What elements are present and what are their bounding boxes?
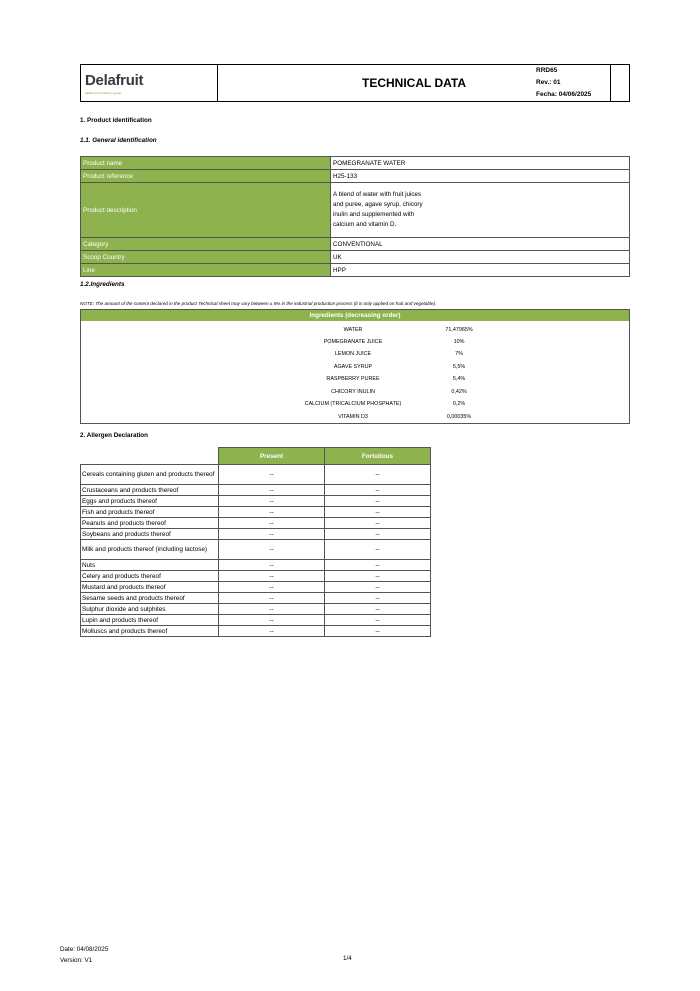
field-value: POMEGRANATE WATER bbox=[331, 157, 630, 170]
field-value: HPP bbox=[331, 264, 630, 277]
document-revision: Rev.: 01 bbox=[536, 79, 561, 87]
ingredient-value: 7% bbox=[455, 351, 463, 357]
allergen-row bbox=[81, 485, 431, 496]
allergen-present: -- bbox=[219, 593, 325, 604]
general-identification-table bbox=[80, 156, 630, 277]
field-label: Category bbox=[81, 238, 331, 251]
allergen-row bbox=[81, 507, 431, 518]
logo-wordmark: Delafruit bbox=[85, 72, 144, 89]
allergen-row bbox=[81, 496, 431, 507]
allergen-header-row bbox=[81, 448, 431, 465]
allergen-name: Molluscs and products thereof bbox=[81, 626, 219, 637]
allergen-present: -- bbox=[219, 507, 325, 518]
allergen-name: Eggs and products thereof bbox=[81, 496, 219, 507]
page-number: 1/4 bbox=[343, 955, 352, 962]
allergen-name: Peanuts and products thereof bbox=[81, 518, 219, 529]
allergen-row bbox=[81, 593, 431, 604]
section-title: 2. Allergen Declaration bbox=[80, 432, 149, 439]
allergen-fortuitous: -- bbox=[325, 518, 431, 529]
field-label: Product name bbox=[81, 157, 331, 170]
ingredient-value: 0,2% bbox=[452, 401, 466, 407]
allergen-present: -- bbox=[219, 582, 325, 593]
allergen-name: Cereals containing gluten and products thereof bbox=[81, 465, 219, 485]
table-row bbox=[81, 264, 630, 277]
allergen-present: -- bbox=[219, 529, 325, 540]
allergen-row bbox=[81, 626, 431, 637]
allergen-present: -- bbox=[219, 485, 325, 496]
ingredient-row bbox=[81, 373, 629, 385]
ingredient-name: AGAVE SYRUP bbox=[333, 364, 373, 370]
allergen-present: -- bbox=[219, 465, 325, 485]
ingredient-value: 0,00035% bbox=[446, 414, 472, 420]
ingredient-name: LEMON JUICE bbox=[334, 351, 372, 357]
document-header bbox=[80, 64, 630, 102]
allergen-table bbox=[80, 447, 431, 637]
ingredient-value: 10% bbox=[453, 339, 465, 345]
table-row bbox=[81, 251, 630, 264]
allergen-row bbox=[81, 560, 431, 571]
logo-tagline: delafruit fruit industry group bbox=[85, 91, 122, 95]
ingredient-row bbox=[81, 336, 629, 348]
ingredient-value: 71,47965% bbox=[445, 327, 473, 333]
company-logo bbox=[81, 65, 218, 101]
field-label: Product description bbox=[81, 183, 331, 238]
ingredient-row bbox=[81, 348, 629, 360]
table-row bbox=[81, 183, 630, 238]
table-row bbox=[81, 170, 630, 183]
ingredients-note: NOTE: The amount of the content declared in the product Technical sheet may vary between ± 5% in the industrial production process (it is only applied on fruit and vegetable). bbox=[80, 301, 437, 306]
allergen-fortuitous: -- bbox=[325, 496, 431, 507]
document-meta bbox=[533, 65, 629, 101]
field-value: H25-133 bbox=[331, 170, 630, 183]
allergen-row bbox=[81, 540, 431, 560]
table-row bbox=[81, 238, 630, 251]
field-label: Line bbox=[81, 264, 331, 277]
ingredient-name: CALCIUM (TRICALCIUM PHOSPHATE) bbox=[304, 401, 402, 407]
allergen-row bbox=[81, 571, 431, 582]
allergen-row bbox=[81, 518, 431, 529]
column-present: Present bbox=[219, 448, 325, 465]
field-value bbox=[331, 183, 630, 238]
allergen-name: Celery and products thereof bbox=[81, 571, 219, 582]
allergen-row bbox=[81, 465, 431, 485]
allergen-fortuitous: -- bbox=[325, 604, 431, 615]
ingredients-table bbox=[80, 309, 630, 424]
allergen-row bbox=[81, 604, 431, 615]
allergen-present: -- bbox=[219, 560, 325, 571]
allergen-name: Fish and products thereof bbox=[81, 507, 219, 518]
allergen-fortuitous: -- bbox=[325, 540, 431, 560]
allergen-row bbox=[81, 582, 431, 593]
field-label: Scoop Country bbox=[81, 251, 331, 264]
allergen-name: Lupin and products thereof bbox=[81, 615, 219, 626]
allergen-name: Mustard and products thereof bbox=[81, 582, 219, 593]
allergen-present: -- bbox=[219, 626, 325, 637]
field-value: CONVENTIONAL bbox=[331, 238, 630, 251]
ingredient-row bbox=[81, 411, 629, 423]
allergen-fortuitous: -- bbox=[325, 529, 431, 540]
allergen-name: Sesame seeds and products thereof bbox=[81, 593, 219, 604]
allergen-present: -- bbox=[219, 496, 325, 507]
ingredient-name: RASPBERRY PUREE bbox=[326, 376, 380, 382]
ingredient-value: 0,42% bbox=[451, 389, 467, 395]
ingredient-row bbox=[81, 386, 629, 398]
ingredient-row bbox=[81, 398, 629, 410]
allergen-fortuitous: -- bbox=[325, 560, 431, 571]
allergen-present: -- bbox=[219, 518, 325, 529]
footer-version: Version: V1 bbox=[60, 957, 93, 964]
ingredient-row bbox=[81, 324, 629, 336]
allergen-name: Milk and products thereof (including lactose) bbox=[81, 540, 219, 560]
ingredient-value: 5,4% bbox=[452, 376, 466, 382]
allergen-present: -- bbox=[219, 540, 325, 560]
allergen-fortuitous: -- bbox=[325, 593, 431, 604]
allergen-fortuitous: -- bbox=[325, 507, 431, 518]
table-row bbox=[81, 157, 630, 170]
product-description-text: A blend of water with fruit juices and puree, agave syrup, chicory inulin and supplemented with calcium and vitamin D. bbox=[333, 191, 423, 228]
footer-date: Date: 04/08/2025 bbox=[60, 946, 109, 953]
allergen-name: Sulphur dioxide and sulphites bbox=[81, 604, 219, 615]
allergen-fortuitous: -- bbox=[325, 615, 431, 626]
allergen-fortuitous: -- bbox=[325, 485, 431, 496]
allergen-present: -- bbox=[219, 571, 325, 582]
document-title: TECHNICAL DATA bbox=[218, 65, 611, 101]
allergen-fortuitous: -- bbox=[325, 571, 431, 582]
allergen-fortuitous: -- bbox=[325, 626, 431, 637]
allergen-name: Soybeans and products thereof bbox=[81, 529, 219, 540]
allergen-row bbox=[81, 615, 431, 626]
allergen-present: -- bbox=[219, 604, 325, 615]
field-value: UK bbox=[331, 251, 630, 264]
ingredient-value: 5,5% bbox=[452, 364, 466, 370]
ingredient-name: CHICORY INULIN bbox=[331, 389, 375, 395]
column-fortuitous: Fortuitous bbox=[325, 448, 431, 465]
allergen-present: -- bbox=[219, 615, 325, 626]
allergen-fortuitous: -- bbox=[325, 465, 431, 485]
allergen-name: Nuts bbox=[81, 560, 219, 571]
subsection-title: 1.1. General identification bbox=[80, 137, 157, 144]
allergen-name: Crustaceans and products thereof bbox=[81, 485, 219, 496]
allergen-fortuitous: -- bbox=[325, 582, 431, 593]
field-label: Product reference bbox=[81, 170, 331, 183]
ingredients-header: Ingredients (decreasing order) bbox=[81, 310, 629, 321]
ingredient-name: POMEGRANATE JUICE bbox=[323, 339, 383, 345]
ingredient-name: VITAMIN D3 bbox=[338, 414, 368, 420]
subsection-title: 1.2.Ingredients bbox=[80, 281, 125, 288]
document-code: RRD65 bbox=[536, 67, 558, 75]
allergen-row bbox=[81, 529, 431, 540]
document-date: Fecha: 04/06/2025 bbox=[536, 91, 592, 99]
ingredient-row bbox=[81, 361, 629, 373]
section-title: 1. Product identification bbox=[80, 117, 152, 124]
ingredient-name: WATER bbox=[343, 327, 363, 333]
